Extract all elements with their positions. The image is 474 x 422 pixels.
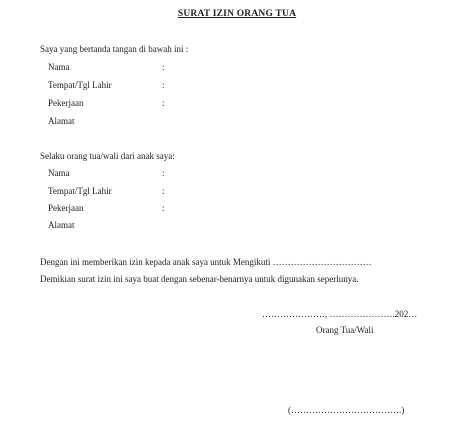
field-colon: : xyxy=(162,186,165,196)
field-colon: : xyxy=(162,168,165,178)
field-label-address: Alamat xyxy=(48,220,75,230)
field-label-birth: Tempat/Tgl Lahir xyxy=(48,80,112,90)
field-colon: : xyxy=(162,203,165,213)
signer-role: Orang Tua/Wali xyxy=(316,325,374,335)
field-colon: : xyxy=(162,98,165,108)
field-colon: : xyxy=(162,62,165,72)
intro-text: Saya yang bertanda tangan di bawah ini : xyxy=(40,44,189,54)
closing-paragraph: Demikian surat izin ini saya buat dengan sebenar-benarnya untuk digunakan seperlunya. xyxy=(40,274,359,284)
field-label-job: Pekerjaan xyxy=(48,203,84,213)
permission-paragraph: Dengan ini memberikan izin kepada anak saya untuk Mengikuti …………………………… xyxy=(40,257,372,267)
guardian-intro-text: Selaku orang tua/wali dari anak saya: xyxy=(40,151,175,161)
field-label-job: Pekerjaan xyxy=(48,98,84,108)
place-date-line: …………………, ………………….202… xyxy=(262,309,418,319)
field-label-birth: Tempat/Tgl Lahir xyxy=(48,186,112,196)
field-colon: : xyxy=(162,80,165,90)
document-title: SURAT IZIN ORANG TUA xyxy=(177,9,297,19)
field-label-address: Alamat xyxy=(48,116,75,126)
field-label-name: Nama xyxy=(48,62,70,72)
signature-line: (……………………………….) xyxy=(288,405,405,415)
field-label-name: Nama xyxy=(48,168,70,178)
